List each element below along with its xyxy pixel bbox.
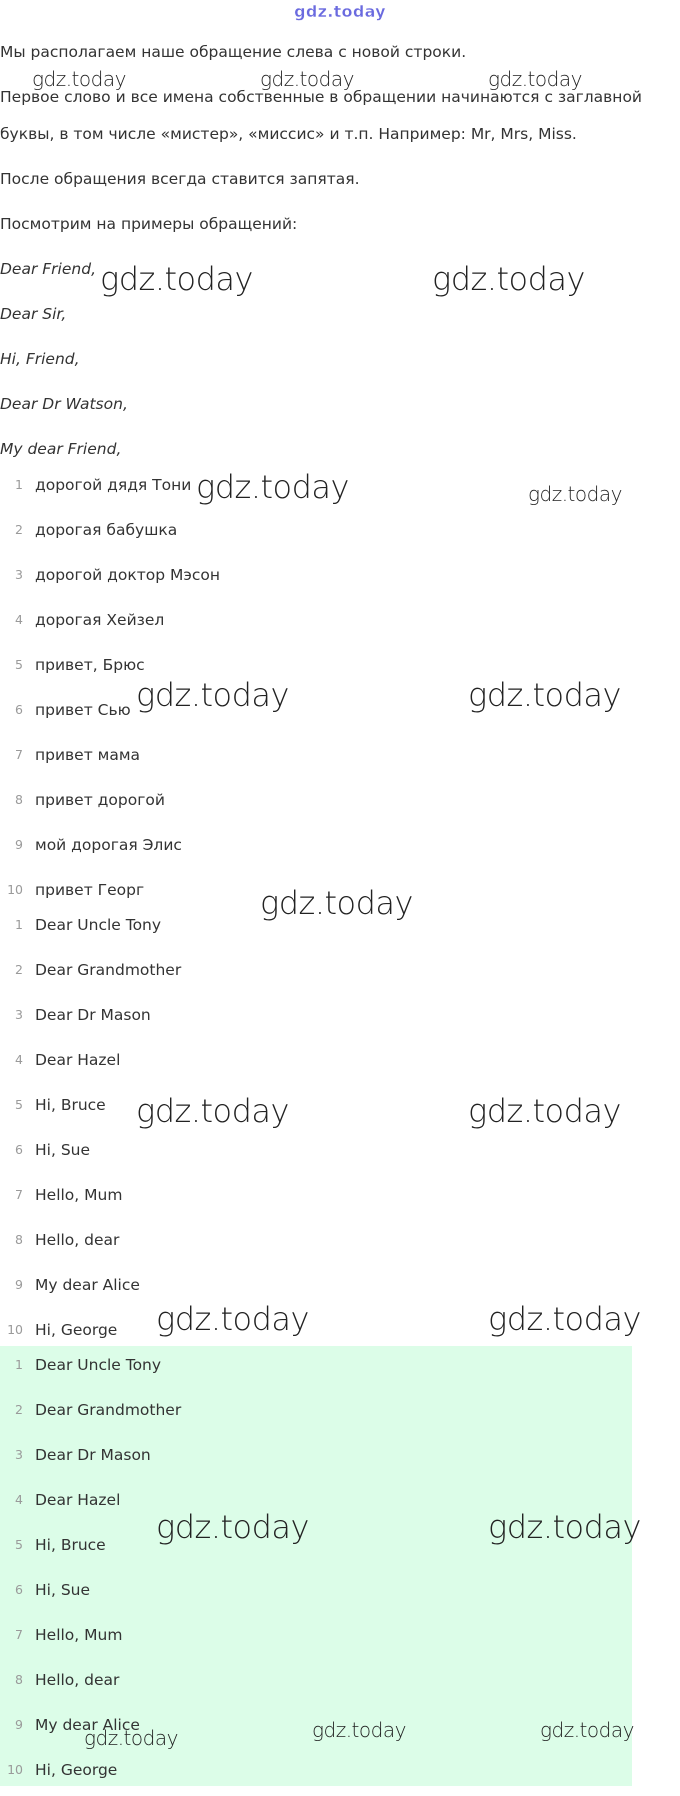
item-number: 7	[15, 1627, 23, 1642]
item-text: мой дорогая Элис	[35, 836, 182, 854]
watermark: gdz.today	[136, 676, 289, 714]
intro-paragraph-2a: Первое слово и все имена собственные в обращении начинаются с заглавной	[0, 88, 643, 106]
intro-paragraph-4: Посмотрим на примеры обращений:	[0, 215, 298, 233]
list-item	[0, 746, 680, 791]
russian-phrases-list	[0, 476, 680, 916]
example-salutation: Hi, Friend,	[0, 350, 80, 368]
item-text: Hi, George	[35, 1321, 118, 1339]
list-item	[0, 916, 680, 961]
watermark: gdz.today	[432, 260, 585, 298]
watermark: gdz.today	[196, 468, 349, 506]
english-phrases-list	[0, 916, 680, 1356]
item-text: Dear Dr Mason	[35, 1446, 151, 1464]
watermark: gdz.today	[540, 1718, 634, 1742]
watermark: gdz.today	[528, 482, 622, 506]
list-item	[0, 656, 680, 701]
list-item	[0, 1671, 680, 1716]
item-text: привет Сью	[35, 701, 131, 719]
item-text: Hi, Sue	[35, 1141, 91, 1159]
item-number: 4	[15, 612, 23, 627]
list-item	[0, 881, 680, 916]
answer-list	[0, 1356, 680, 1796]
item-number: 5	[15, 1537, 23, 1552]
item-text: Dear Grandmother	[35, 1401, 182, 1419]
item-text: привет мама	[35, 746, 141, 764]
item-text: привет дорогой	[35, 791, 165, 809]
list-item	[0, 1761, 680, 1796]
item-number: 3	[15, 1007, 23, 1022]
watermark: gdz.today	[312, 1718, 406, 1742]
example-salutation: Dear Dr Watson,	[0, 395, 128, 413]
item-number: 5	[15, 657, 23, 672]
item-number: 9	[15, 1717, 23, 1732]
item-text: дорогая бабушка	[35, 521, 178, 539]
list-item	[0, 791, 680, 836]
list-item	[0, 611, 680, 656]
item-number: 4	[15, 1052, 23, 1067]
item-number: 6	[15, 1142, 23, 1157]
list-item	[0, 836, 680, 881]
example-salutation: Dear Friend,	[0, 260, 96, 278]
item-text: Dear Dr Mason	[35, 1006, 151, 1024]
item-number: 1	[15, 1357, 23, 1372]
item-text: привет, Брюс	[35, 656, 145, 674]
item-number: 7	[15, 747, 23, 762]
item-number: 9	[15, 1277, 23, 1292]
item-number: 3	[15, 1447, 23, 1462]
item-number: 8	[15, 792, 23, 807]
watermark: gdz.today	[260, 67, 354, 91]
list-item	[0, 566, 680, 611]
watermark: gdz.today	[488, 1300, 641, 1338]
item-text: Dear Grandmother	[35, 961, 182, 979]
item-number: 4	[15, 1492, 23, 1507]
item-number: 10	[7, 1762, 23, 1777]
watermark: gdz.today	[136, 1092, 289, 1130]
list-item	[0, 1581, 680, 1626]
item-number: 2	[15, 522, 23, 537]
example-salutation: My dear Friend,	[0, 440, 122, 458]
list-item	[0, 1446, 680, 1491]
item-number: 6	[15, 702, 23, 717]
item-number: 1	[15, 477, 23, 492]
watermark: gdz.today	[488, 67, 582, 91]
item-text: Hi, Bruce	[35, 1536, 106, 1554]
item-text: Hi, Sue	[35, 1581, 91, 1599]
item-number: 1	[15, 917, 23, 932]
item-number: 6	[15, 1582, 23, 1597]
item-text: My dear Alice	[35, 1716, 140, 1734]
list-item	[0, 701, 680, 746]
watermark: gdz.today	[156, 1300, 309, 1338]
intro-paragraph-1: Мы располагаем наше обращение слева с новой строки.	[0, 43, 467, 61]
item-number: 8	[15, 1232, 23, 1247]
list-item	[0, 521, 680, 566]
list-item	[0, 1006, 680, 1051]
item-text: привет Георг	[35, 881, 145, 899]
list-item	[0, 1401, 680, 1446]
item-number: 10	[7, 882, 23, 897]
item-number: 7	[15, 1187, 23, 1202]
item-text: Dear Hazel	[35, 1051, 121, 1069]
list-item	[0, 1096, 680, 1141]
watermark: gdz.today	[468, 1092, 621, 1130]
watermark: gdz.today	[84, 1726, 178, 1750]
watermark: gdz.today	[260, 884, 413, 922]
item-number: 2	[15, 962, 23, 977]
list-item	[0, 1231, 680, 1276]
list-item	[0, 476, 680, 521]
list-item	[0, 1356, 680, 1401]
example-salutation: Dear Sir,	[0, 305, 67, 323]
item-text: Dear Uncle Tony	[35, 916, 162, 934]
item-text: Hello, Mum	[35, 1626, 123, 1644]
item-number: 9	[15, 837, 23, 852]
item-number: 8	[15, 1672, 23, 1687]
list-item	[0, 1626, 680, 1671]
watermark: gdz.today	[488, 1508, 641, 1546]
item-text: Hello, dear	[35, 1231, 120, 1249]
item-text: Hello, Mum	[35, 1186, 123, 1204]
list-item	[0, 1051, 680, 1096]
item-text: Hi, George	[35, 1761, 118, 1779]
item-text: My dear Alice	[35, 1276, 140, 1294]
item-text: Dear Uncle Tony	[35, 1356, 162, 1374]
item-text: дорогой доктор Мэсон	[35, 566, 221, 584]
watermark: gdz.today	[156, 1508, 309, 1546]
item-number: 5	[15, 1097, 23, 1112]
item-text: Dear Hazel	[35, 1491, 121, 1509]
item-text: Hi, Bruce	[35, 1096, 106, 1114]
watermark: gdz.today	[32, 67, 126, 91]
watermark: gdz.today	[468, 676, 621, 714]
item-number: 10	[7, 1322, 23, 1337]
intro-paragraph-3: После обращения всегда ставится запятая.	[0, 170, 360, 188]
item-number: 2	[15, 1402, 23, 1417]
item-text: дорогая Хейзел	[35, 611, 165, 629]
site-logo[interactable]: gdz.today	[294, 2, 386, 21]
item-text: Hello, dear	[35, 1671, 120, 1689]
watermark: gdz.today	[100, 260, 253, 298]
item-number: 3	[15, 567, 23, 582]
list-item	[0, 1491, 680, 1536]
list-item	[0, 1716, 680, 1761]
list-item	[0, 961, 680, 1006]
list-item	[0, 1186, 680, 1231]
list-item	[0, 1536, 680, 1581]
item-text: дорогой дядя Тони	[35, 476, 192, 494]
intro-paragraph-2b: буквы, в том числе «мистер», «миссис» и т.п. Например: Mr, Mrs, Miss.	[0, 125, 577, 143]
list-item	[0, 1141, 680, 1186]
list-item	[0, 1276, 680, 1321]
